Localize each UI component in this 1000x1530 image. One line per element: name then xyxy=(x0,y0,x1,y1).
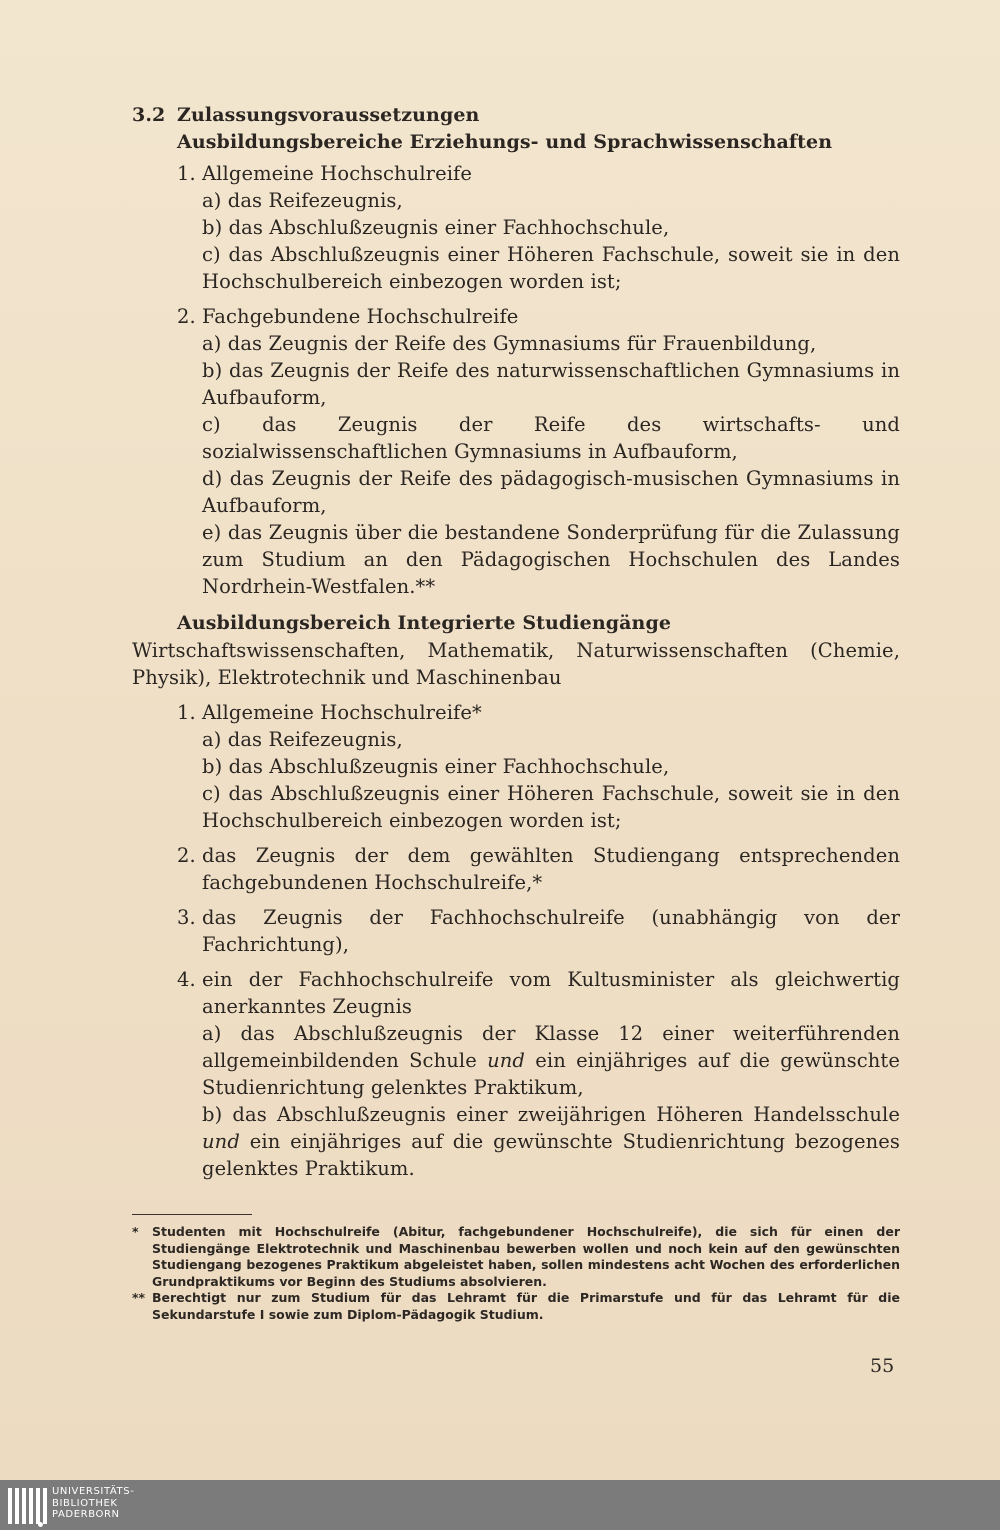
library-name: UNIVERSITÄTS- BIBLIOTHEK PADERBORN xyxy=(52,1486,135,1520)
main-text xyxy=(132,102,900,1182)
sub-item: d) das Zeugnis der Reife des pädagogisch-musischen Gymnasiums in Aufbauform, xyxy=(202,467,900,517)
list-item xyxy=(177,842,900,896)
sub-item: a) das Reifezeugnis, xyxy=(202,189,403,212)
emphasis-und: und xyxy=(487,1049,526,1072)
list-item xyxy=(177,699,900,834)
footnote xyxy=(132,1224,900,1290)
sub-item: a) das Reifezeugnis, xyxy=(202,728,403,751)
sub-item: c) das Zeugnis der Reife des wirtschafts- und sozialwissenschaftlichen Gymnasiums in Aufbauform, xyxy=(202,413,900,463)
sub-item: b) das Zeugnis der Reife des naturwissenschaftlichen Gymnasiums in Aufbauform, xyxy=(202,359,900,409)
sub-item: c) das Abschlußzeugnis einer Höheren Fachschule, soweit sie in den Hochschulbereich einbezogen worden ist; xyxy=(202,243,900,293)
sub-item: b) das Abschlußzeugnis einer Fachhochschule, xyxy=(202,755,670,778)
section-heading xyxy=(132,102,900,129)
item-text: ein der Fachhochschulreife vom Kultusminister als gleichwertig anerkanntes Zeugnis xyxy=(202,968,900,1018)
item-label: Allgemeine Hochschulreife* xyxy=(202,701,482,724)
item-number: 3. xyxy=(177,906,196,929)
emphasis-und: und xyxy=(202,1130,240,1153)
section-title: Zulassungsvoraussetzungen xyxy=(177,104,480,126)
sub-item: e) das Zeugnis über die bestandene Sonderprüfung für die Zulassung zum Studium an den Pädagogischen Hochschulen des Landes Nordrhein-Westfalen.** xyxy=(202,521,900,598)
sub-item: b) das Abschlußzeugnis einer Fachhochschule, xyxy=(202,216,670,239)
footnote-text: Berechtigt nur zum Studium für das Lehramt für die Primarstufe und für das Lehramt für die Sekundarstufe I sowie zum Diplom-Pädagogik Studium. xyxy=(152,1290,900,1322)
library-logo-icon xyxy=(8,1488,47,1524)
list-item xyxy=(177,904,900,958)
sub-item: c) das Abschlußzeugnis einer Höheren Fachschule, soweit sie in den Hochschulbereich einbezogen worden ist; xyxy=(202,782,900,832)
footnotes xyxy=(132,1224,900,1323)
footnote-text: Studenten mit Hochschulreife (Abitur, fachgebundener Hochschulreife), die sich für einen der Studiengänge Elektrotechnik und Maschinenbau bewerben wollen und noch kein auf den gewünschten Studiengang bezogenes Praktikum abgeleistet haben, sollen mindestens acht Wochen des erforderlichen Grundpraktikums vor Beginn des Studiums absolvieren. xyxy=(152,1224,900,1289)
sub-item: a) das Abschlußzeugnis der Klasse 12 einer weiterführenden allgemeinbildenden Schule und ein einjähriges auf die gewünschte Studienrichtung gelenktes Praktikum, xyxy=(202,1022,900,1099)
section-number: 3.2 xyxy=(132,104,166,126)
library-footer xyxy=(0,1480,1000,1530)
part2-heading: Ausbildungsbereich Integrierte Studiengänge xyxy=(177,612,672,634)
item-number: 1. xyxy=(177,162,196,185)
footnote xyxy=(132,1290,900,1323)
item-number: 2. xyxy=(177,305,196,328)
part2-intro: Wirtschaftswissenschaften, Mathematik, Naturwissenschaften (Chemie, Physik), Elektrotechnik und Maschinenbau xyxy=(132,639,900,689)
logo-dot-icon xyxy=(38,1522,43,1527)
footnote-mark: * xyxy=(132,1224,139,1239)
list-item xyxy=(177,160,900,295)
item-label: Fachgebundene Hochschulreife xyxy=(202,305,519,328)
section-subtitle: Ausbildungsbereiche Erziehungs- und Sprachwissenschaften xyxy=(177,131,833,153)
list-item xyxy=(177,966,900,1182)
footnote-divider xyxy=(132,1214,252,1215)
item-label: Allgemeine Hochschulreife xyxy=(202,162,473,185)
item-number: 1. xyxy=(177,701,196,724)
page-number: 55 xyxy=(870,1355,895,1377)
sub-item: b) das Abschlußzeugnis einer zweijährigen Höheren Handelsschule und ein einjähriges auf die gewünschte Studienrichtung bezogenes gelenktes Praktikum. xyxy=(202,1103,900,1180)
item-text: das Zeugnis der Fachhochschulreife (unabhängig von der Fachrichtung), xyxy=(202,906,900,956)
sub-item: a) das Zeugnis der Reife des Gymnasiums für Frauenbildung, xyxy=(202,332,817,355)
item-text: das Zeugnis der dem gewählten Studiengang entsprechenden fachgebundenen Hochschulreife,* xyxy=(202,844,900,894)
item-number: 2. xyxy=(177,844,196,867)
footnote-mark: ** xyxy=(132,1290,146,1305)
item-number: 4. xyxy=(177,968,196,991)
list-item xyxy=(177,303,900,600)
